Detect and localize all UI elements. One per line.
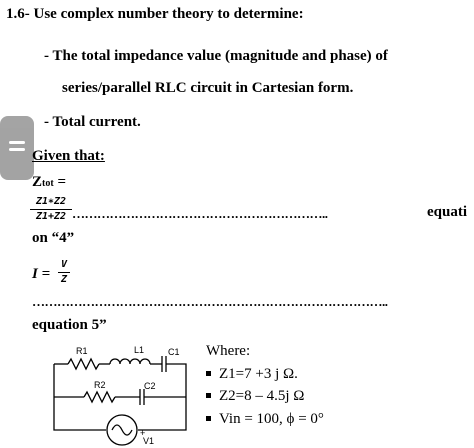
hamburger-menu-icon bbox=[9, 141, 25, 144]
label-v1: V1 bbox=[143, 436, 155, 446]
label-l1: L1 bbox=[134, 345, 145, 355]
i-denominator: Z bbox=[60, 274, 68, 285]
l1-inductor bbox=[110, 359, 150, 364]
rlc-circuit-diagram bbox=[44, 340, 206, 446]
where-item-z2: Z2=8 – 4.5j Ω bbox=[206, 388, 304, 405]
label-r2: R2 bbox=[94, 380, 106, 390]
ztot-fraction bbox=[30, 196, 72, 222]
where-item-vin: Vin = 100, ϕ = 0° bbox=[206, 411, 324, 428]
ztot-label: Ztot = bbox=[32, 174, 66, 190]
equation-5-label: equation 5” bbox=[32, 317, 107, 333]
r2-resistor bbox=[84, 392, 115, 402]
bullet-impedance-cont: series/parallel RLC circuit in Cartesian form. bbox=[62, 80, 354, 96]
where-label: Where: bbox=[206, 343, 251, 359]
label-c1: C1 bbox=[168, 347, 180, 357]
equation-4-label-cont: on “4” bbox=[32, 230, 75, 246]
i-label: I = bbox=[32, 266, 51, 282]
bullet-current: - Total current. bbox=[44, 114, 141, 130]
bullet-impedance: - The total impedance value (magnitude and phase) of bbox=[44, 48, 388, 64]
i-fraction bbox=[58, 259, 70, 285]
equation-4-label: equati bbox=[427, 204, 468, 220]
label-c2: C2 bbox=[144, 381, 156, 391]
r1-resistor bbox=[68, 359, 99, 369]
problem-heading: 1.6- Use complex number theory to determine: bbox=[6, 6, 304, 22]
menu-button[interactable] bbox=[0, 116, 34, 180]
i-numerator: V bbox=[60, 259, 68, 270]
label-r1: R1 bbox=[76, 346, 88, 356]
where-item-z1: Z1=7 +3 j Ω. bbox=[206, 366, 298, 383]
ztot-numerator: Z1∗Z2 bbox=[35, 196, 67, 207]
label-plus: + bbox=[140, 428, 146, 438]
dotted-leader-2: ………………………………………………………………………….. bbox=[32, 294, 388, 309]
ztot-denominator: Z1+Z2 bbox=[35, 211, 67, 222]
dotted-leader-1: …………………………………………………….. bbox=[72, 206, 328, 221]
given-label: Given that: bbox=[32, 148, 105, 164]
